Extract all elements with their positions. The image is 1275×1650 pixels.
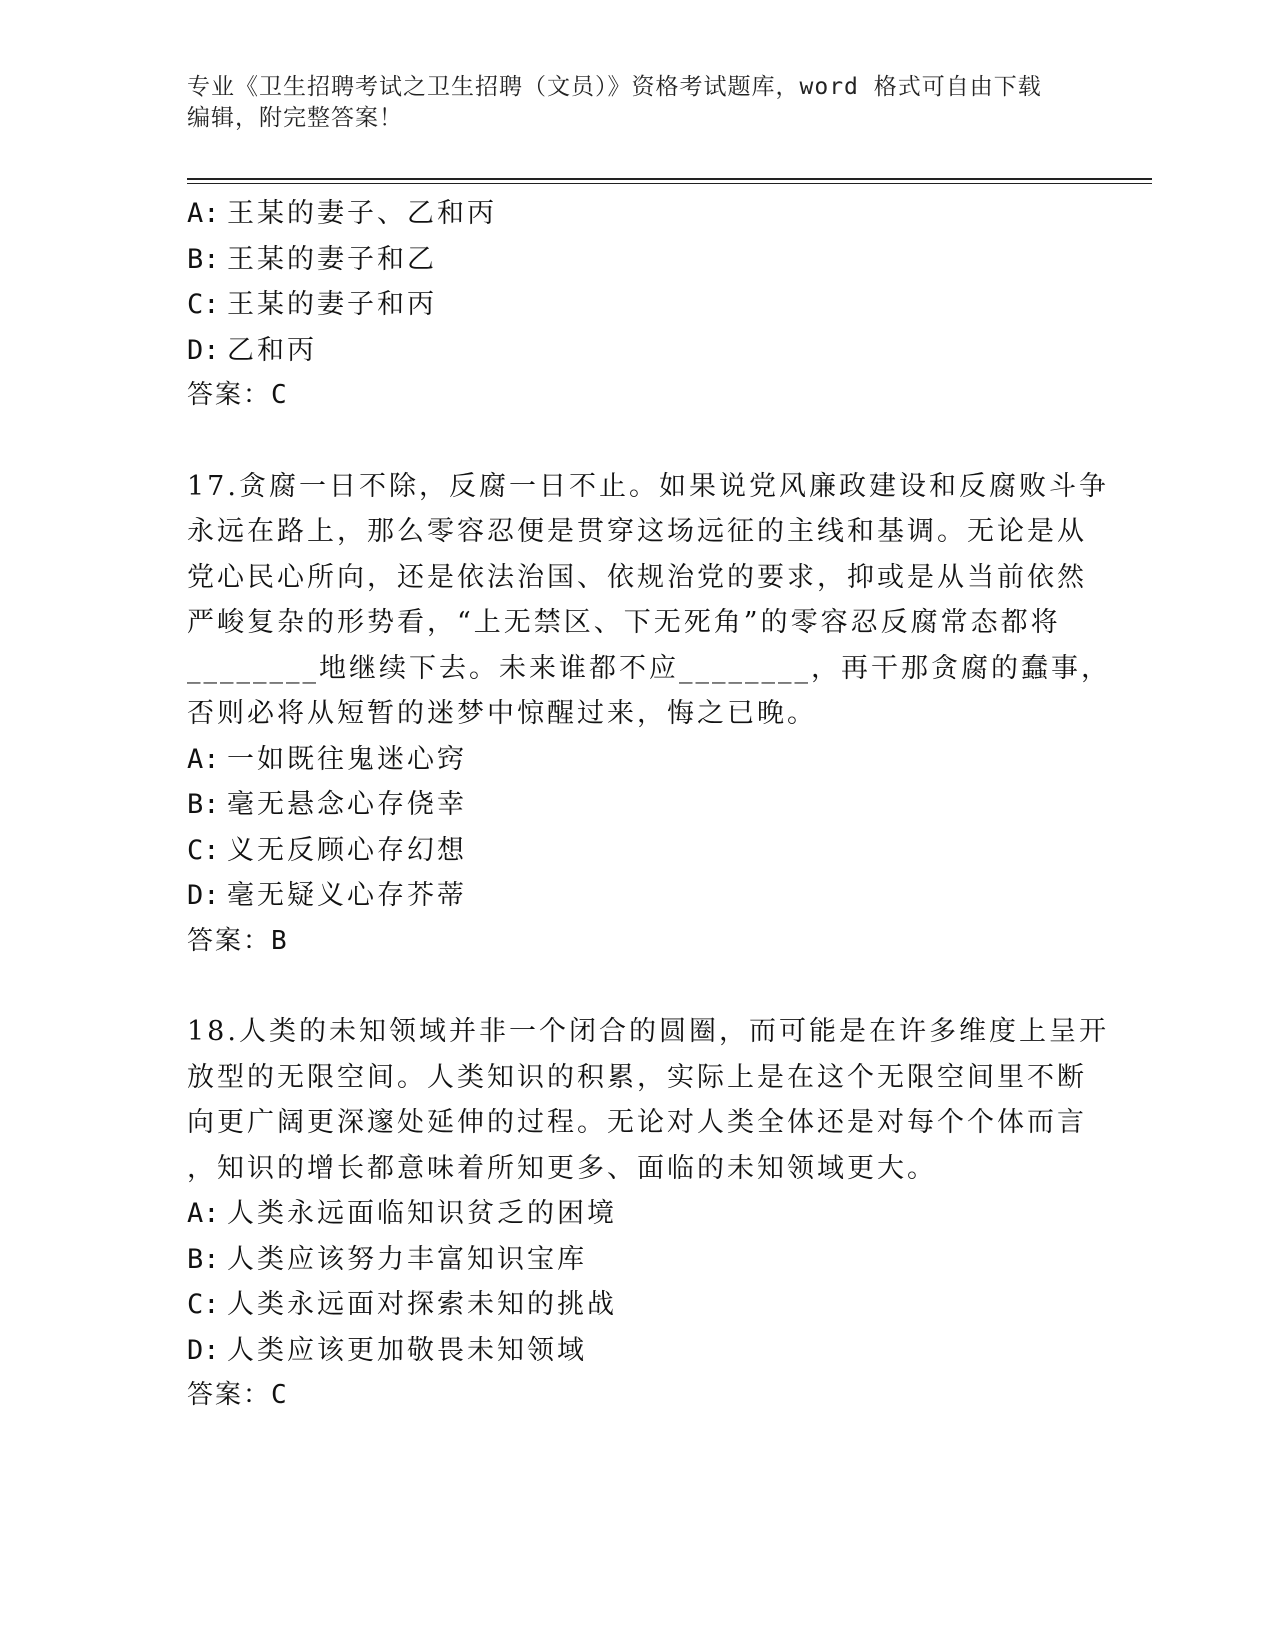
answer-label: 答案： bbox=[187, 925, 272, 956]
option-b bbox=[187, 237, 1087, 283]
option-text: 王某的妻子和乙 bbox=[227, 243, 437, 275]
answer-value: C bbox=[271, 380, 289, 410]
option-text: 乙和丙 bbox=[227, 334, 317, 366]
stem-line: 严峻复杂的形势看，“上无禁区、下无死角”的零容忍反腐常态都将 bbox=[187, 607, 1061, 638]
option-text: 人类永远面对探索未知的挑战 bbox=[227, 1289, 617, 1320]
stem-line: 永远在路上，那么零容忍便是贯穿这场远征的主线和基调。无论是从 bbox=[187, 516, 1087, 547]
option-a bbox=[187, 1191, 1087, 1237]
option-text: 毫无悬念心存侥幸 bbox=[227, 789, 467, 820]
stem-line: 17.贪腐一日不除，反腐一日不止。如果说党风廉政建设和反腐败斗争 bbox=[187, 470, 1109, 502]
header-divider-thick bbox=[187, 178, 1152, 180]
stem-line: 否则必将从短暂的迷梦中惊醒过来，悔之已晚。 bbox=[187, 698, 817, 729]
spacer bbox=[187, 964, 1087, 1009]
stem-line: ，知识的增长都意味着所知更多、面临的未知领域更大。 bbox=[187, 1152, 937, 1184]
document-header bbox=[187, 72, 1087, 134]
option-a bbox=[187, 737, 1087, 783]
option-key: C: bbox=[187, 1289, 220, 1320]
header-divider-thin bbox=[187, 183, 1152, 184]
question-16 bbox=[187, 191, 1087, 419]
question-18 bbox=[187, 1009, 1109, 1419]
option-key: C: bbox=[187, 834, 220, 866]
option-text: 人类应该更加敬畏未知领域 bbox=[227, 1334, 587, 1366]
option-text: 王某的妻子和丙 bbox=[227, 289, 437, 320]
option-key: A: bbox=[187, 1198, 220, 1229]
question-content bbox=[187, 191, 1111, 1419]
option-key: D: bbox=[187, 1334, 220, 1366]
header-line-2: 编辑，附完整答案！ bbox=[187, 105, 403, 131]
option-text: 人类永远面临知识贫乏的困境 bbox=[227, 1198, 617, 1229]
option-text: 毫无疑义心存芥蒂 bbox=[227, 880, 467, 911]
answer-line bbox=[187, 1373, 1087, 1419]
option-key: D: bbox=[187, 334, 220, 366]
option-key: D: bbox=[187, 880, 220, 911]
option-text: 一如既往鬼迷心窍 bbox=[227, 743, 467, 775]
option-d bbox=[187, 328, 1087, 374]
answer-line bbox=[187, 373, 1087, 419]
answer-value: C bbox=[271, 1380, 289, 1410]
option-key: B: bbox=[187, 1243, 220, 1275]
stem-line: ________地继续下去。未来谁都不应________，再干那贪腐的蠢事， bbox=[187, 652, 1111, 684]
option-key: A: bbox=[187, 198, 220, 229]
option-key: B: bbox=[187, 243, 220, 275]
option-c bbox=[187, 282, 1087, 328]
stem-line: 放型的无限空间。人类知识的积累，实际上是在这个无限空间里不断 bbox=[187, 1061, 1087, 1093]
option-text: 人类应该努力丰富知识宝库 bbox=[227, 1243, 587, 1275]
option-d bbox=[187, 1328, 1087, 1374]
option-text: 义无反顾心存幻想 bbox=[227, 834, 467, 866]
option-c bbox=[187, 828, 1087, 874]
option-key: B: bbox=[187, 789, 220, 820]
option-text: 王某的妻子、乙和丙 bbox=[227, 198, 497, 229]
option-a bbox=[187, 191, 1087, 237]
answer-value: B bbox=[271, 925, 289, 956]
stem-line: 向更广阔更深邃处延伸的过程。无论对人类全体还是对每个个体而言 bbox=[187, 1107, 1087, 1138]
option-c bbox=[187, 1282, 1087, 1328]
answer-label: 答案： bbox=[187, 1380, 272, 1410]
option-key: C: bbox=[187, 289, 220, 320]
option-d bbox=[187, 873, 1087, 919]
spacer bbox=[187, 419, 1087, 464]
question-17 bbox=[187, 464, 1111, 965]
option-b bbox=[187, 1237, 1087, 1283]
answer-line bbox=[187, 919, 1087, 965]
stem-line: 党心民心所向，还是依法治国、依规治党的要求，抑或是从当前依然 bbox=[187, 561, 1087, 593]
stem-line: 18.人类的未知领域并非一个闭合的圆圈，而可能是在许多维度上呈开 bbox=[187, 1016, 1109, 1047]
option-key: A: bbox=[187, 743, 220, 775]
question-stem bbox=[187, 464, 1111, 737]
question-stem bbox=[187, 1009, 1109, 1191]
option-b bbox=[187, 782, 1087, 828]
answer-label: 答案： bbox=[187, 380, 272, 410]
header-line-1: 专业《卫生招聘考试之卫生招聘（文员）》资格考试题库，word 格式可自由下载 bbox=[187, 74, 1042, 100]
